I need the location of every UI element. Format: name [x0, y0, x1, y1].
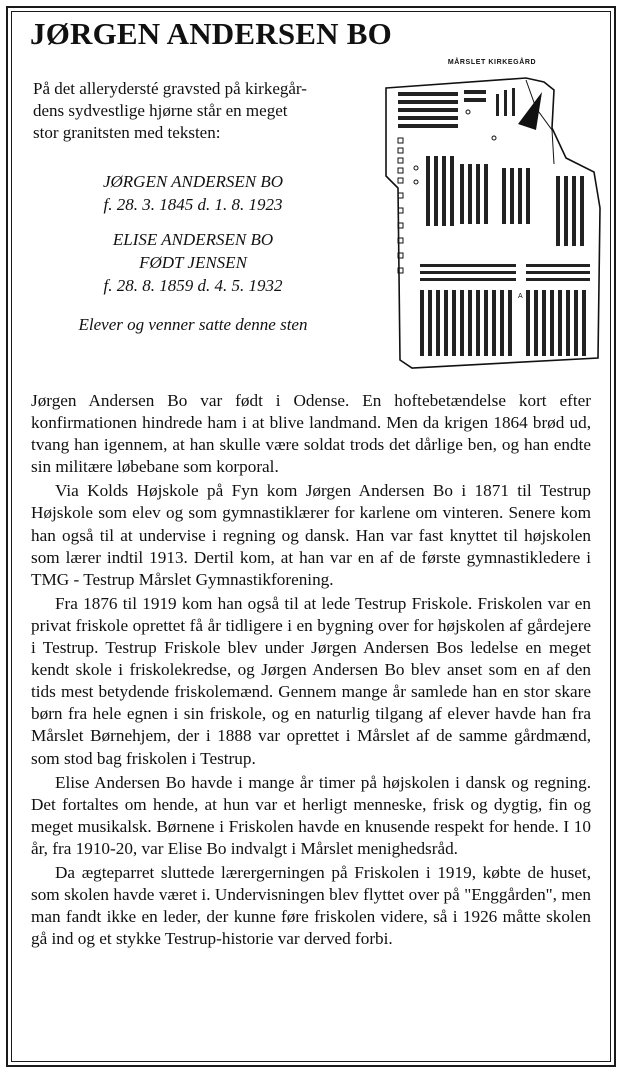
inscription-maiden-name: FØDT JENSEN [139, 253, 247, 272]
inscription-dates: f. 28. 8. 1859 d. 4. 5. 1932 [103, 276, 283, 295]
intro-text [33, 78, 363, 144]
inscription-dates: f. 28. 3. 1845 d. 1. 8. 1923 [103, 195, 283, 214]
cemetery-map-drawing [376, 68, 608, 378]
intro-line: På det allerydersté gravsted på kirkegår- [33, 79, 307, 98]
map-marker-label: A [518, 293, 523, 300]
paragraph: Da ægteparret sluttede lærergerningen på Friskolen i 1919, købte de huset, som skolen havde været i. Undervisningen blev flyttet over på "Enggården", men man fandt ikke en leder, der kunne føre friskolen videre, så i 1926 måtte skolen gå ind og et stykke Testrup-historie var derved forbi. [31, 862, 591, 949]
grave-rows-south [420, 290, 586, 356]
page-title: JØRGEN ANDERSEN BO [30, 16, 392, 51]
intro-line: dens sydvestlige hjørne står en meget [33, 101, 288, 120]
article-body [31, 390, 591, 952]
grave-rows-middle [426, 156, 584, 246]
inscription-person-1 [33, 170, 353, 216]
paragraph: Elise Andersen Bo havde i mange år timer på højskolen i dansk og regning. Det fortaltes om hende, at hun var et herligt menneske, frisk og dygtig, fin og meget musikalsk. Børnene i Friskolen havde en knusende respekt for hende. I 10 år, fra 1910-20, var Elise Bo indvalgt i Mårslet menighedsråd. [31, 772, 591, 858]
map-road [552, 130, 554, 164]
inscription-name: ELISE ANDERSEN BO [112, 230, 274, 249]
paragraph: Fra 1876 til 1919 kom han også til at lede Testrup Friskole. Friskolen var en privat friskole oprettet få år tidligere i en bygning over for højskolen af gårdejere i Testrup. Testrup Friskole blev under Jørgen Andersen Bos ledelse en meget kendt skole i friskolekredse, og Jørgen Andersen Bo blev anset som en af den tids mest betydende friskolemænd. Gennem mange år samlede han en stor skare børn fra hele egnen i sin friskole, og en naturlig tilgang af elever havde han fra Mårslet Børnehjem, der i 1888 var oprettet i Mårslet af de samme gårdmænd, som stod bag friskolen i Testrup. [31, 593, 591, 768]
inscription-person-2 [33, 228, 353, 297]
grave-rows-band [420, 264, 590, 281]
grave-rows-north [398, 88, 515, 128]
cemetery-map [376, 56, 608, 378]
inscription-name: JØRGEN ANDERSEN BO [102, 172, 284, 191]
map-title: MÅRSLET KIRKEGÅRD [447, 59, 537, 66]
paragraph: Via Kolds Højskole på Fyn kom Jørgen Andersen Bo i 1871 til Testrup Højskole som elev og som gymnastiklærer for karlene om vinteren. Senere kom han også til at undervise i regning og dansk. Han var fast knyttet til højskolen som lærer indtil 1913. Dertil kom, at han var en af de første gymnastikledere i TMG - Testrup Mårslet Gymnastikforening. [31, 481, 591, 589]
paragraph: Jørgen Andersen Bo var født i Odense. En hoftebetændelse kort efter konfirmationen hindrede ham i at blive landmand. Men da krigen 1864 brød ud, tvang han igennem, at han skulle være soldat trods det dårlige ben, og han endte sin militære løbebane som korporal. [31, 391, 591, 477]
gravestone-inscription [33, 170, 353, 336]
inscription-dedication: Elever og venner satte denne sten [78, 315, 308, 334]
grave-location-marker [518, 92, 542, 130]
intro-line: stor granitsten med teksten: [33, 123, 221, 142]
